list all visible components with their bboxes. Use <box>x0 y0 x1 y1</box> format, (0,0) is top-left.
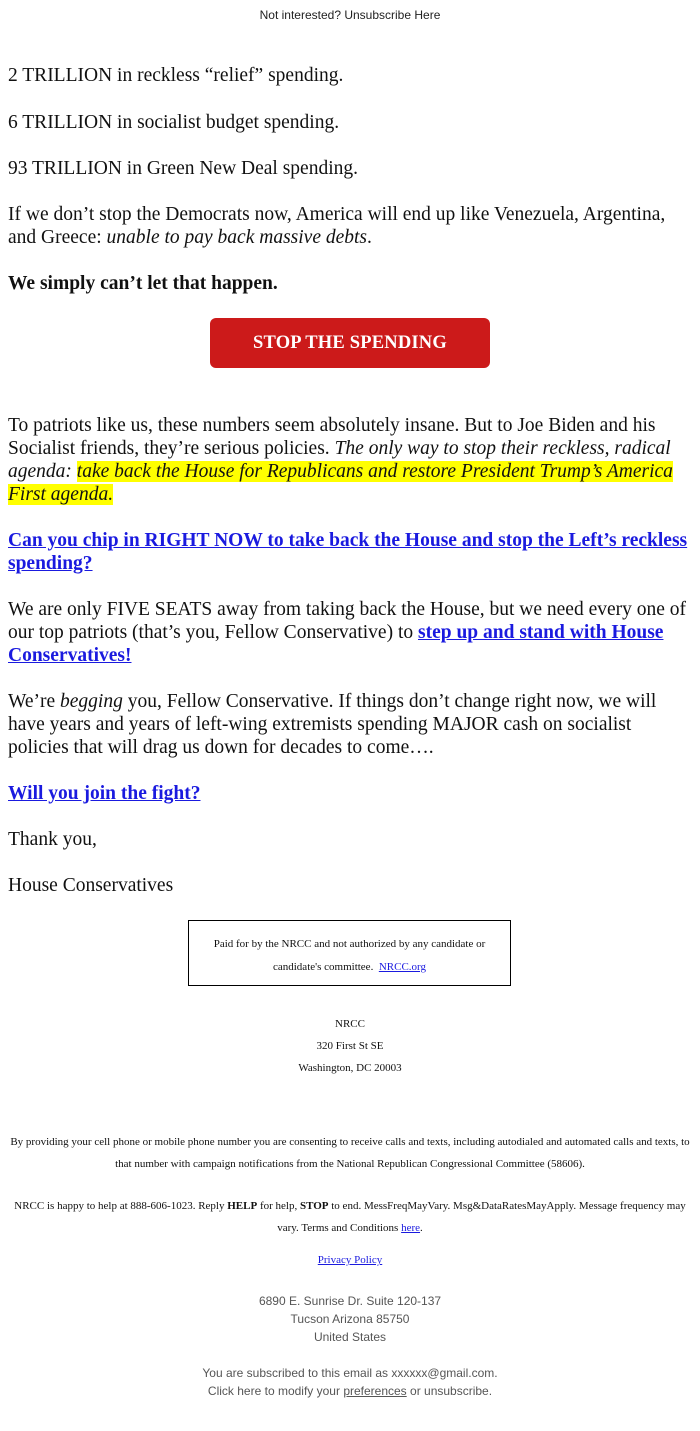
terms-link[interactable]: here <box>401 1222 421 1234</box>
signature: House Conservatives <box>8 875 174 896</box>
patriots-highlight: take back the House for Republicans and restore President Trump’s America First agenda. <box>8 461 673 505</box>
join-fight-link[interactable]: Will you join the fight? <box>8 783 201 804</box>
patriots-text: To patriots like us, these numbers seem absolutely insane. But to Joe Biden and his Socialist friends, they’re serious policies. <box>8 415 656 459</box>
begging-pre: We’re <box>8 691 61 712</box>
chip-in-link[interactable]: Can you chip in RIGHT NOW to take back the House and stop the Left’s reckless spending? <box>8 530 688 574</box>
org-address <box>0 1013 700 1079</box>
nrcc-org-link[interactable]: NRCC.org <box>378 961 426 973</box>
terms-end: . <box>420 1222 423 1234</box>
paid-for-disclaimer <box>188 920 511 986</box>
begging-post: you, Fellow Conservative. If things don’t change right now, we will have years and years of left-wing extremists spending MAJOR cash on socialist policies that will drag us down for decades to come…. <box>8 691 657 758</box>
privacy-section <box>0 1249 700 1271</box>
footer-country: United States <box>313 1330 387 1344</box>
modify-post: or unsubscribe. <box>406 1384 493 1398</box>
sms-help <box>6 1195 694 1239</box>
budget-spending-line: 6 TRILLION in socialist budget spending. <box>8 112 340 133</box>
disclaimer-text: Paid for by the NRCC and not authorized by any candidate or candidate's committee. <box>213 938 486 973</box>
patriots-italic: The only way to stop their reckless, radical agenda: <box>8 438 671 482</box>
preferences-link[interactable]: preferences <box>343 1384 407 1398</box>
thank-you: Thank you, <box>8 829 97 850</box>
unsubscribe-link[interactable]: Not interested? Unsubscribe Here <box>259 8 441 22</box>
privacy-policy-link[interactable]: Privacy Policy <box>317 1254 383 1266</box>
org-name: NRCC <box>335 1018 365 1030</box>
patriots-paragraph <box>8 414 692 506</box>
help-mid: for help, <box>257 1200 300 1212</box>
org-street: 320 First St SE <box>316 1040 384 1052</box>
org-city: Washington, DC 20003 <box>298 1062 402 1074</box>
modify-line <box>0 1382 700 1400</box>
venezuela-paragraph <box>8 203 692 249</box>
stop-keyword: STOP <box>299 1200 329 1212</box>
footer-city: Tucson Arizona 85750 <box>290 1312 410 1326</box>
help-keyword: HELP <box>227 1200 258 1212</box>
unsubscribe-header <box>0 8 700 22</box>
venezuela-end: . <box>367 227 372 248</box>
begging-paragraph <box>8 690 692 759</box>
help-pre: NRCC is happy to help at 888-606-1023. Reply <box>14 1200 228 1212</box>
footer-street: 6890 E. Sunrise Dr. Suite 120-137 <box>258 1294 442 1308</box>
chip-in-paragraph <box>8 529 692 575</box>
relief-spending-line: 2 TRILLION in reckless “relief” spending. <box>8 65 344 86</box>
five-seats-text: We are only FIVE SEATS away from taking back the House, but we need every one of our top patriots (that’s you, Fellow Conservative) to <box>8 599 687 643</box>
cant-let-happen: We simply can’t let that happen. <box>8 273 278 294</box>
stop-spending-button[interactable]: STOP THE SPENDING <box>210 318 490 368</box>
subscribed-email: You are subscribed to this email as xxxxxx@gmail.com. <box>202 1366 498 1380</box>
green-new-deal-line: 93 TRILLION in Green New Deal spending. <box>8 158 359 179</box>
begging-italic: begging <box>60 691 123 712</box>
venezuela-text: If we don’t stop the Democrats now, America will end up like Venezuela, Argentina, and Greece: <box>8 204 666 248</box>
footer-address <box>0 1292 700 1346</box>
venezuela-italic: unable to pay back massive debts <box>106 227 368 248</box>
step-up-link[interactable]: step up and stand with House Conservatives! <box>8 622 664 666</box>
subscription-info <box>0 1364 700 1400</box>
sms-consent: By providing your cell phone or mobile phone number you are consenting to receive calls and texts, including autodialed and automated calls and texts, to that number with campaign notifications from the National Republican Congressional Committee (58606). <box>10 1136 690 1170</box>
modify-pre: Click here to modify your <box>207 1384 344 1398</box>
join-fight-paragraph <box>8 782 692 805</box>
five-seats-paragraph <box>8 598 692 667</box>
help-post: to end. MessFreqMayVary. Msg&DataRatesMayApply. Message frequency may vary. Terms and Conditions <box>277 1200 686 1234</box>
